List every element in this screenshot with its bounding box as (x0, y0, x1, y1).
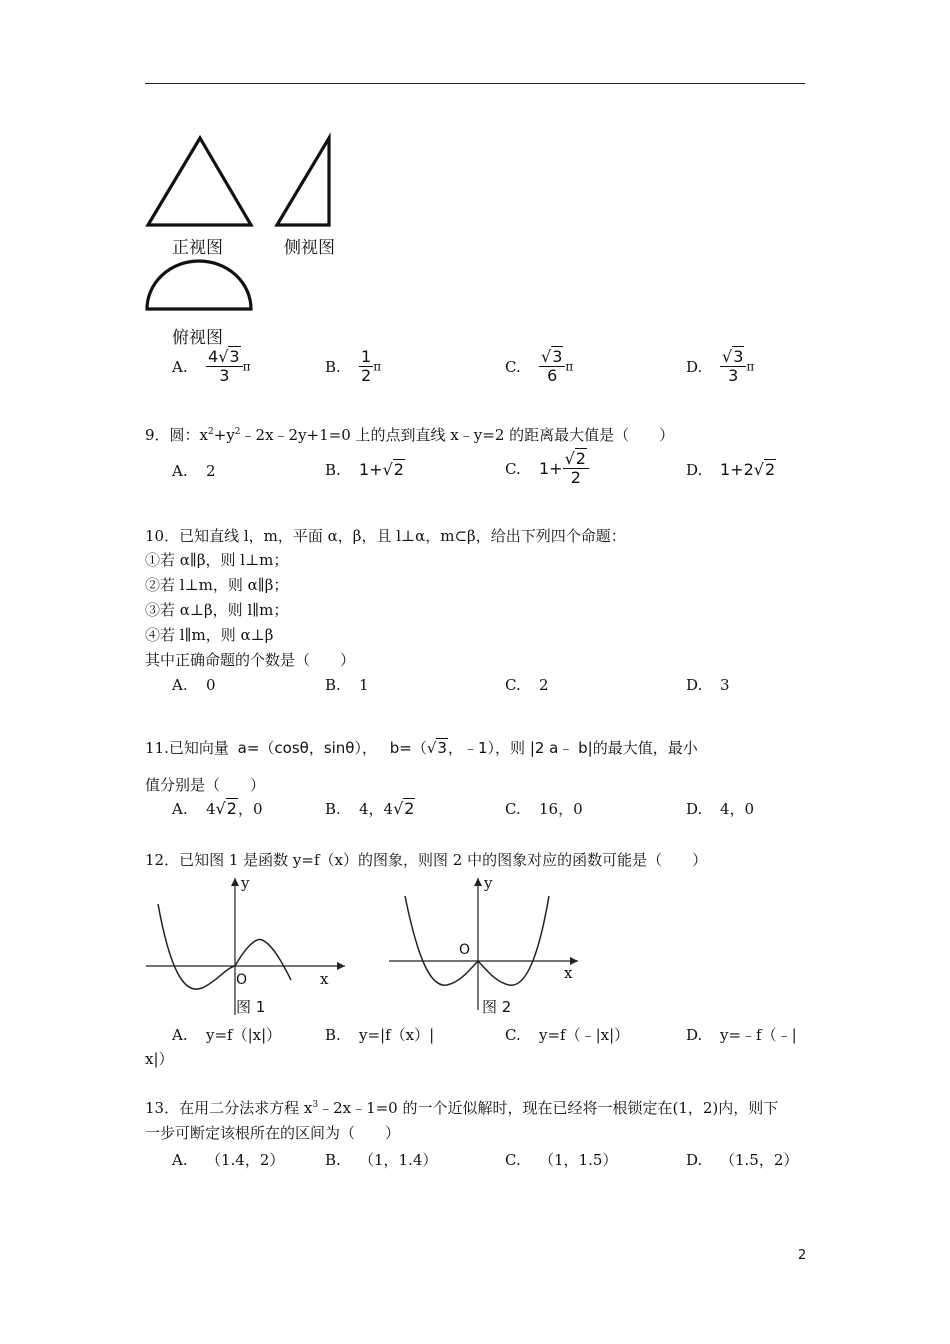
q13-option-d[interactable]: D. （1.5，2） (686, 1151, 799, 1169)
q13-option-a[interactable]: A. （1.4，2） (172, 1151, 285, 1169)
q8-option-b[interactable]: B. $\frac{1}{2}$ π (325, 347, 382, 385)
q11-option-d[interactable]: D. 4，0 (686, 800, 755, 818)
q12-option-b[interactable]: B. y=|f（x）| (325, 1026, 435, 1044)
three-view-figure (140, 128, 340, 318)
q10-option-b[interactable]: B. 1 (325, 676, 369, 694)
q9-option-b[interactable]: B. 1+√2 (325, 460, 404, 479)
q11-option-a[interactable]: A. 4√2，0 (172, 799, 263, 818)
q10-option-d[interactable]: D. 3 (686, 676, 730, 694)
q10-proposition-1: ①若 α∥β，则 l⊥m； (145, 551, 289, 569)
q10-stem: 10．已知直线 l，m，平面 α，β，且 l⊥α，m⊂β，给出下列四个命题： (145, 527, 626, 545)
front-view-label: 正视图 (172, 238, 223, 258)
page-number: 2 (798, 1248, 807, 1263)
fig2-caption: 图 2 (482, 998, 512, 1016)
fig1-caption: 图 1 (236, 998, 266, 1016)
q12-option-d-continued: x|） (145, 1050, 174, 1068)
q11-stem: 11.已知向量 a=（cosθ，sinθ）， b=（√3，﹣1），则 |2 a﹣ b|的最大值，最小 (145, 739, 698, 757)
q8-option-a[interactable]: A. $\frac{4√3}{3}$ π (172, 347, 251, 385)
q8-option-c[interactable]: C. $\frac{√3}{6}$ π (505, 347, 574, 385)
fig1-x-arrow (337, 962, 345, 970)
q10-proposition-3: ③若 α⊥β，则 l∥m； (145, 601, 289, 619)
q10-option-c[interactable]: C. 2 (505, 676, 549, 694)
top-view-semicircle (147, 261, 251, 309)
q12-option-a[interactable]: A. y=f（|x|） (172, 1026, 282, 1044)
fig2-x-label: x (564, 964, 573, 982)
q13-stem: 13．在用二分法求方程 $x^3﹣2x﹣1=0$ 的一个近似解时，现在已经将一根锁定在(1，2)内，则下 (145, 1099, 779, 1117)
q11-option-c[interactable]: C. 16，0 (505, 800, 583, 818)
fig1-origin-label: O (236, 972, 248, 988)
fig1-curve (158, 904, 291, 989)
q9-stem: 9．圆：$x^2+y^2﹣2x﹣2y+1=0$ 上的点到直线 x﹣y=2 的距离最大值是（ ） (145, 426, 675, 444)
q12-option-c[interactable]: C. y=f（﹣|x|） (505, 1026, 630, 1044)
q11-stem-line2: 值分别是（ ） (145, 776, 266, 794)
q10-proposition-4: ④若 l∥m，则 α⊥β (145, 626, 274, 644)
q9-option-a[interactable]: A. 2 (172, 462, 216, 480)
side-view-triangle (277, 138, 329, 225)
fig1-y-arrow (231, 878, 239, 886)
side-view-label: 侧视图 (284, 238, 335, 258)
fig2-curve (405, 896, 549, 985)
fig2-origin-label: O (459, 942, 471, 958)
q10-ask: 其中正确命题的个数是（ ） (145, 651, 356, 669)
q12-stem: 12．已知图 1 是函数 y=f（x）的图象，则图 2 中的图象对应的函数可能是（ ） (145, 851, 708, 869)
q13-option-b[interactable]: B. （1，1.4） (325, 1151, 438, 1169)
fig1-y-label: y (241, 874, 250, 892)
q13-stem-line2: 一步可断定该根所在的区间为（ ） (145, 1124, 401, 1142)
q9-option-d[interactable]: D. 1+2√2 (686, 460, 776, 479)
header-rule (145, 83, 805, 84)
q10-option-a[interactable]: A. 0 (172, 676, 216, 694)
top-view-label: 俯视图 (172, 328, 223, 348)
front-view-triangle (148, 138, 251, 225)
q12-option-d[interactable]: D. y=﹣f（﹣| (686, 1026, 797, 1044)
q8-option-d[interactable]: D. $\frac{√3}{3}$ π (686, 347, 755, 385)
q12-figure-1 (140, 870, 350, 1020)
q11-option-b[interactable]: B. 4，4√2 (325, 799, 415, 818)
fig2-y-label: y (484, 874, 493, 892)
q12-figure-2 (383, 870, 593, 1020)
fig1-x-label: x (320, 970, 329, 988)
q10-proposition-2: ②若 l⊥m，则 α∥β； (145, 576, 289, 594)
fig2-y-arrow (474, 878, 482, 886)
q13-option-c[interactable]: C. （1，1.5） (505, 1151, 618, 1169)
q9-option-c[interactable]: C. 1+ $\frac{√2}{2}$ (505, 450, 589, 487)
